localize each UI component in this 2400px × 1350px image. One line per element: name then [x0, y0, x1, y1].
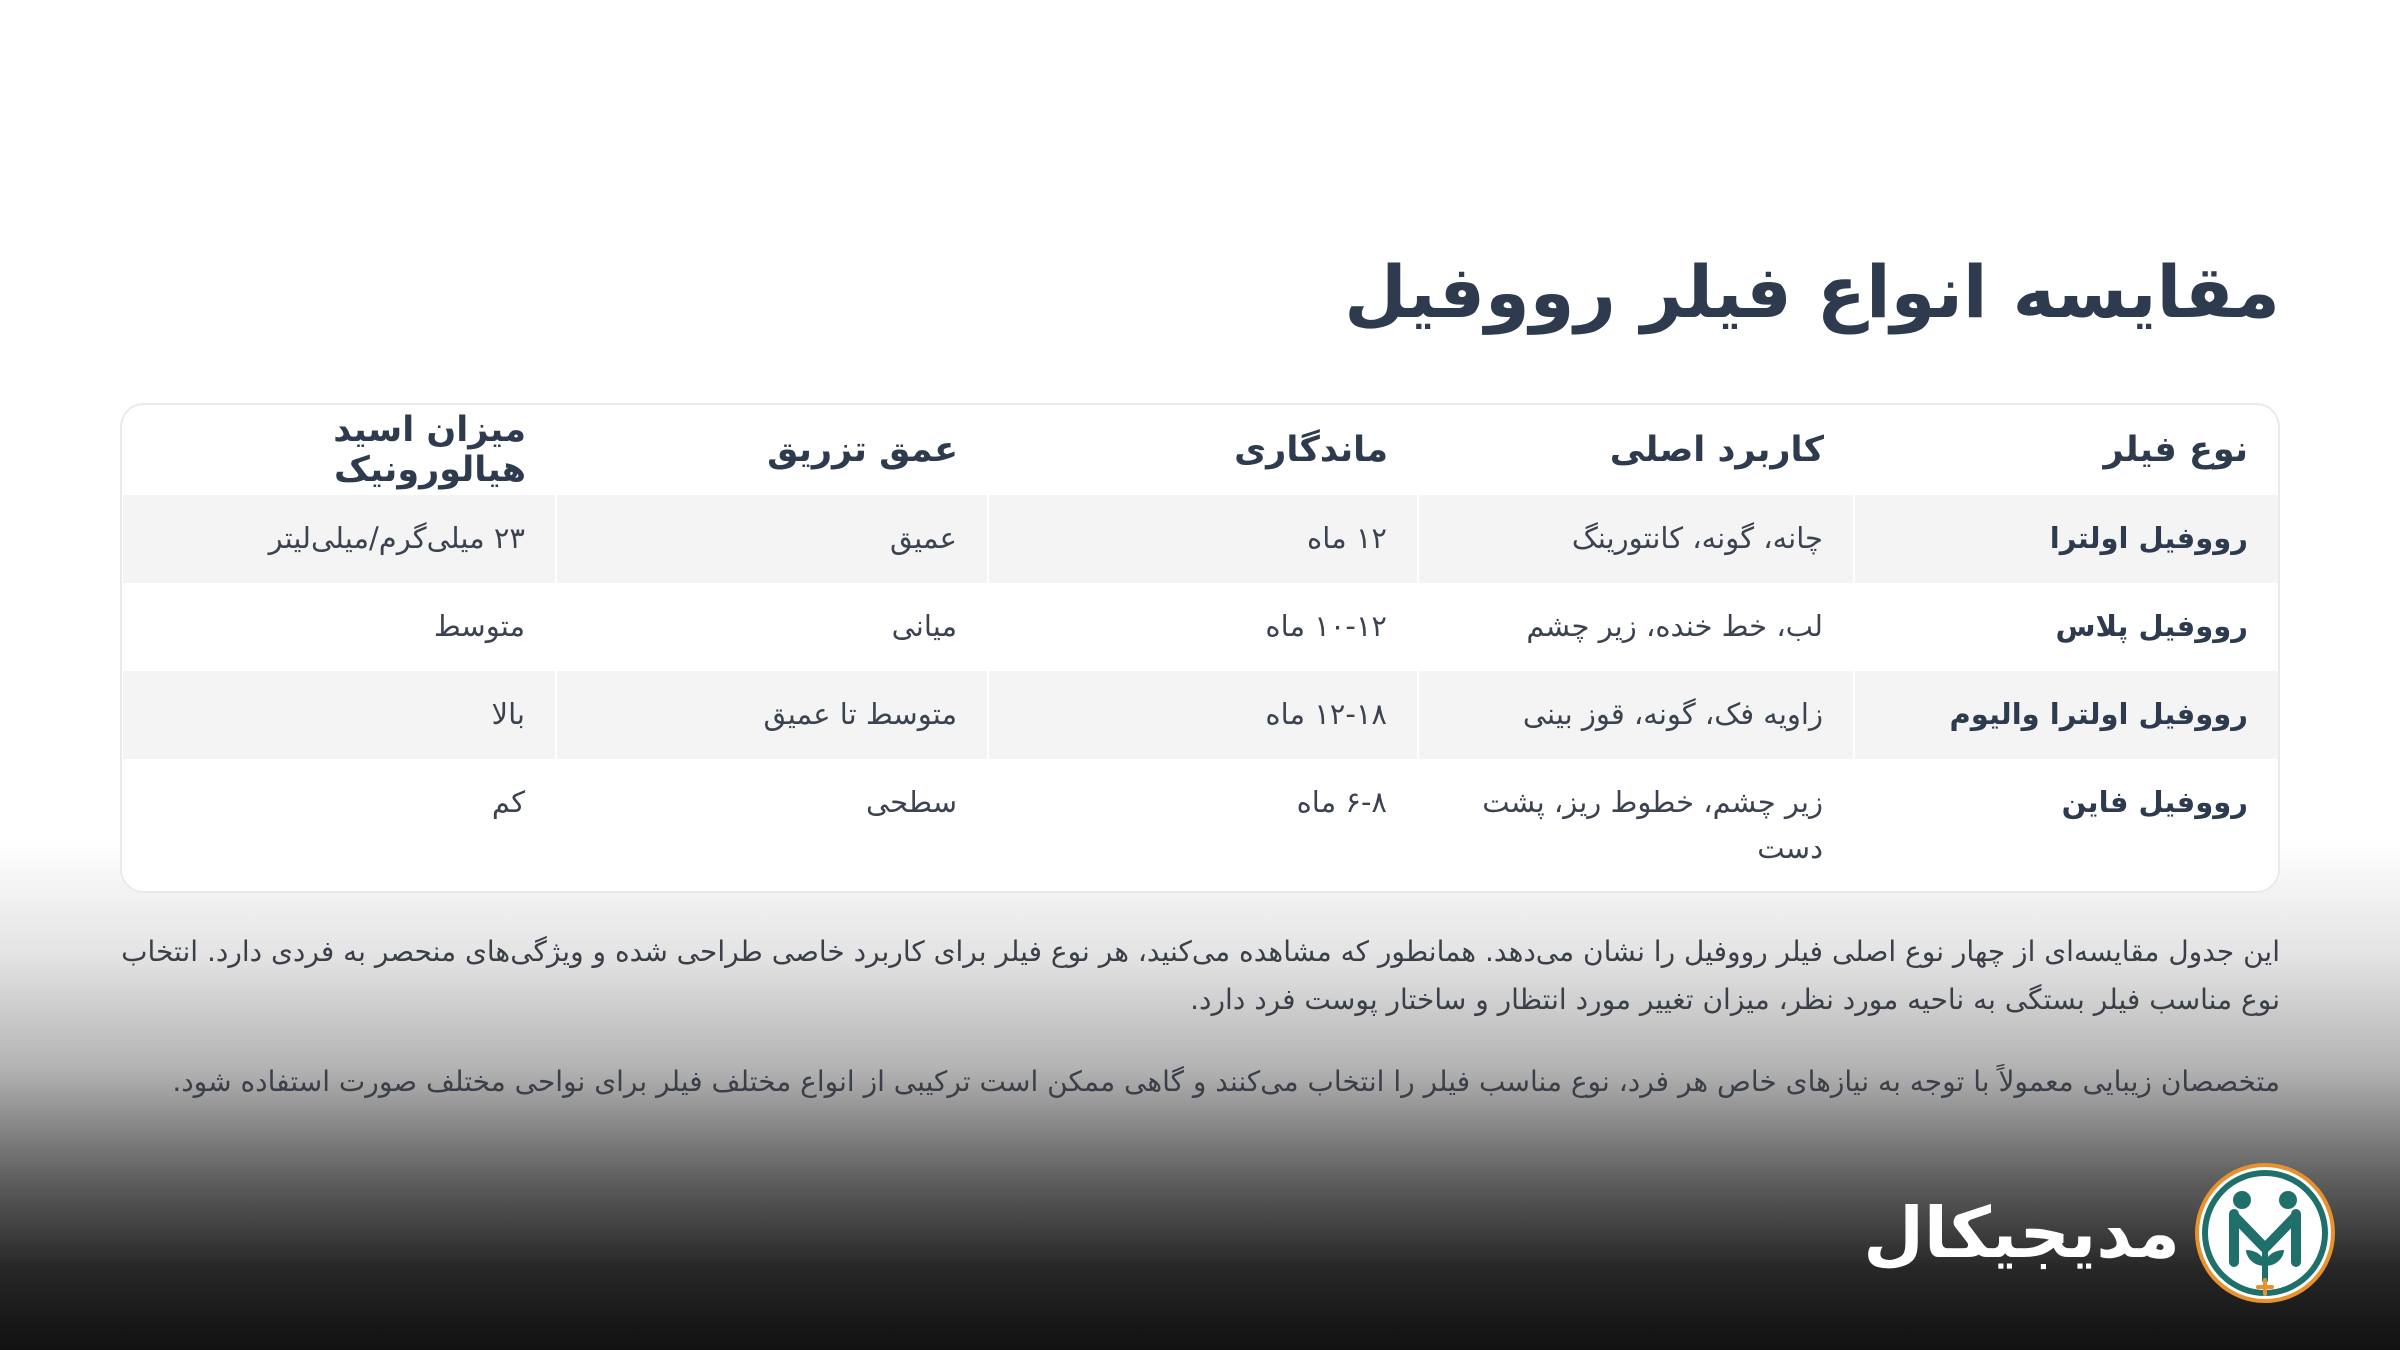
- comparison-table: [120, 403, 2280, 893]
- cell-main-use: زیر چشم، خطوط ریز، پشت دست: [1418, 759, 1854, 891]
- cell-duration: ۱۲ ماه: [988, 495, 1418, 583]
- medical-m-leaf-logo-icon: [2194, 1162, 2336, 1304]
- cell-duration: ۱۰-۱۲ ماه: [988, 583, 1418, 671]
- cell-ha-amount: بالا: [122, 671, 556, 759]
- note-paragraph: متخصصان زیبایی معمولاً با توجه به نیازهای خاص هر فرد، نوع مناسب فیلر را انتخاب می‌کنند و گاهی ممکن است ترکیبی از انواع مختلف فیلر برای نواحی مختلف صورت استفاده شود.: [172, 1065, 2280, 1098]
- cell-ha-amount: کم: [122, 759, 556, 891]
- cell-duration: ۱۲-۱۸ ماه: [988, 671, 1418, 759]
- cell-filler-name: رووفیل اولترا والیوم: [1854, 671, 2278, 759]
- page-title: مقایسه انواع فیلر رووفیل: [1344, 250, 2280, 334]
- header-injection-depth: عمق تزریق: [556, 405, 988, 495]
- header-hyaluronic-acid: میزان اسید هیالورونیک: [122, 405, 556, 495]
- header-main-use: کاربرد اصلی: [1418, 405, 1854, 495]
- brand-logo-link[interactable]: [1863, 1162, 2336, 1304]
- cell-depth: میانی: [556, 583, 988, 671]
- filler-table: [121, 405, 2278, 891]
- cell-main-use: چانه، گونه، کانتورینگ: [1418, 495, 1854, 583]
- table-header-row: [122, 405, 2278, 495]
- table-row: [122, 495, 2278, 583]
- cell-depth: عمیق: [556, 495, 988, 583]
- cell-filler-name: رووفیل اولترا: [1854, 495, 2278, 583]
- table-row: [122, 583, 2278, 671]
- header-duration: ماندگاری: [988, 405, 1418, 495]
- cell-main-use: زاویه فک، گونه، قوز بینی: [1418, 671, 1854, 759]
- cell-ha-amount: ۲۳ میلی‌گرم/میلی‌لیتر: [122, 495, 556, 583]
- brand-name: مدیجیکال: [1863, 1192, 2180, 1274]
- description-paragraph: این جدول مقایسه‌ای از چهار نوع اصلی فیلر رووفیل را نشان می‌دهد. همانطور که مشاهده می‌کنید، هر نوع فیلر برای کاربرد خاصی طراحی شده و ویژگی‌های منحصر به فردی دارد. انتخاب نوع مناسب فیلر بستگی به ناحیه مورد نظر، میزان تغییر مورد انتظار و ساختار پوست فرد دارد.: [121, 935, 2280, 1016]
- cell-duration: ۶-۸ ماه: [988, 759, 1418, 891]
- cell-main-use: لب، خط خنده، زیر چشم: [1418, 583, 1854, 671]
- table-row: [122, 759, 2278, 891]
- cell-depth: سطحی: [556, 759, 988, 891]
- cell-ha-amount: متوسط: [122, 583, 556, 671]
- cell-depth: متوسط تا عمیق: [556, 671, 988, 759]
- cell-filler-name: رووفیل فاین: [1854, 759, 2278, 891]
- table-row: [122, 671, 2278, 759]
- header-filler-type: نوع فیلر: [1854, 405, 2278, 495]
- cell-filler-name: رووفیل پلاس: [1854, 583, 2278, 671]
